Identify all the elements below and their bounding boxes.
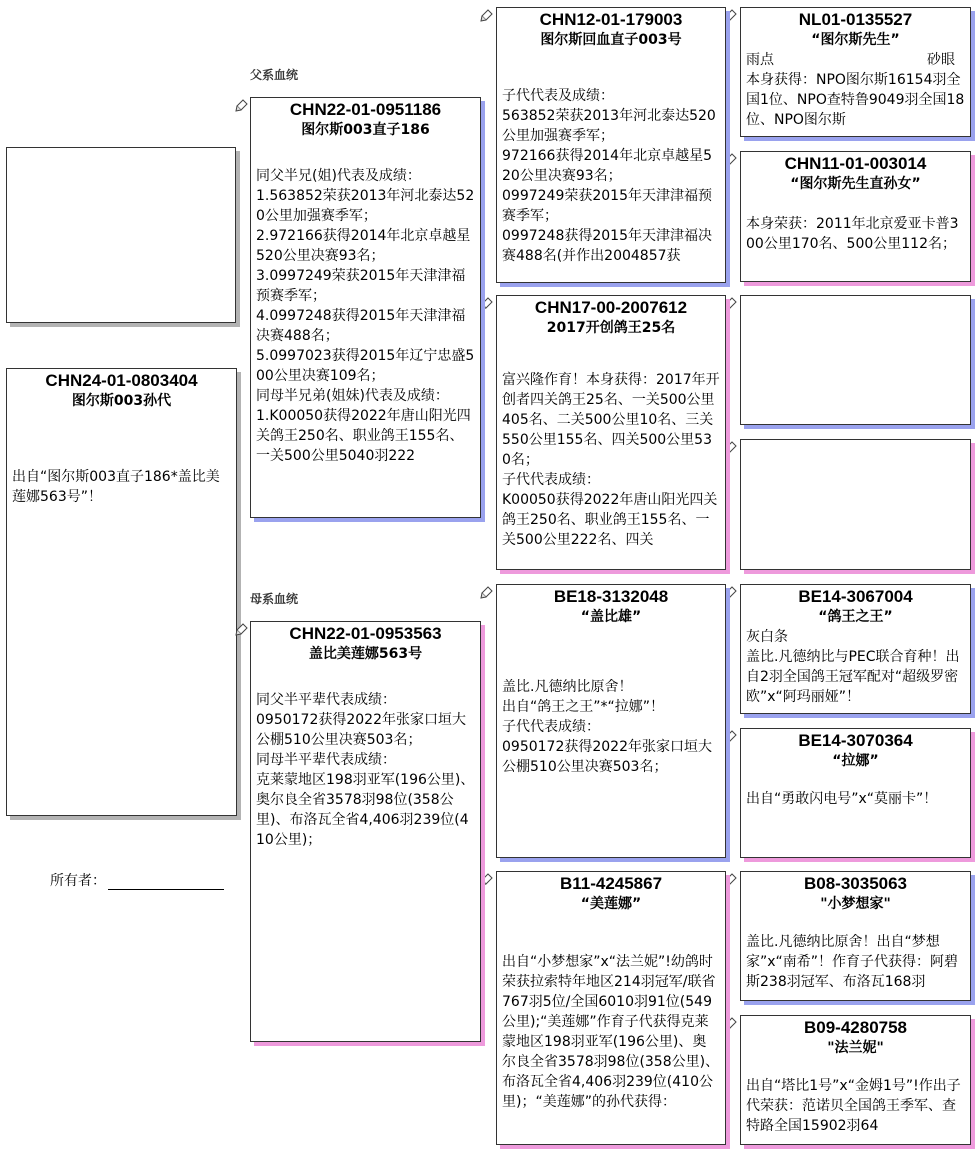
edit-pencil-icon[interactable] — [479, 584, 495, 600]
sss-eye: 砂眼 — [927, 52, 955, 68]
dss-ring: BE14-3067004 — [798, 587, 913, 606]
dsd-ring: BE14-3070364 — [798, 731, 913, 750]
edit-pencil-icon[interactable] — [479, 871, 495, 887]
mother-line-label: 母系血统 — [250, 592, 299, 606]
edit-pencil-icon[interactable] — [234, 97, 250, 113]
dam-sire-body: 盖比.凡德纳比原舍！ 出自“鸽王之王”*“拉娜”！ 子代代表成绩： 0950172获得2022年张家口垣大公棚510公里决赛503名； — [502, 679, 712, 775]
ssd-name: “图尔斯先生直孙女” — [790, 176, 921, 192]
sire-card[interactable] — [250, 97, 481, 518]
dds-ring: B08-3035063 — [803, 874, 908, 893]
dsd-card[interactable] — [740, 728, 971, 858]
dam-dam-body: 出自“小梦想家”x“法兰妮”!幼鸽时荣获拉索特年地区214羽冠军/联省767羽5位/全国6010羽91位(549公里);“美莲娜”作育子代获得克莱蒙地区198羽亚军(196公里)、奥尔良全省3578羽98位(358公里)、布洛瓦全省4,406羽239位(410公里)；“美莲娜”的孙代获得： — [502, 954, 720, 1110]
sire-sire-name: 图尔斯回血直子003号 — [540, 32, 682, 48]
sire-dam-name: 2017开创鸽王25名 — [546, 320, 676, 336]
ddd-body: 出自“塔比1号”x“金姆1号”!作出子代荣获：范诺贝全国鸽王季军、查特路全国15902羽64 — [746, 1078, 961, 1134]
subject-card[interactable] — [6, 368, 237, 816]
ddd-card[interactable] — [740, 1015, 971, 1145]
dss-card[interactable] — [740, 584, 971, 714]
sss-color: 雨点 — [746, 52, 774, 68]
ssd-body: 本身荣获：2011年北京爱亚卡普300公里170名、500公里112名； — [746, 216, 959, 252]
sdd-card[interactable] — [740, 439, 971, 570]
sire-name: 图尔斯003直子186 — [301, 122, 430, 138]
sire-dam-body: 富兴隆作育！本身获得：2017年开创者四关鸽王25名、一关500公里405名、二关500公里10名、三关550公里155名、四关500公里530名； 子代代表成绩： K00050获得2022年唐山阳光四关鸽王250名、职业鸽王155名、一关500公里222名、四关 — [502, 372, 720, 548]
sire-sire-ring: CHN12-01-179003 — [539, 10, 683, 29]
ssd-ring: CHN11-01-003014 — [784, 154, 927, 173]
sire-body: 同父半兄(姐)代表及成绩： 1.563852荣获2013年河北泰达520公里加强赛季军； 2.972166获得2014年北京卓越星520公里决赛93名； 3.0997249荣获2015年天津津福预赛季军； 4.0997248获得2015年天津津福决赛488名； 5.0997023获得2015年辽宁忠盛500公里决赛109名； 同母半兄弟(姐妹)代表及成绩： 1.K00050获得2022年唐山阳光四关鸽王250名、职业鸽王155名、一关500公里5040羽222 — [256, 168, 475, 464]
dsd-body: 出自“勇敢闪电号”x“莫丽卡”！ — [746, 791, 938, 807]
sire-sire-body: 子代代表及成绩： 563852荣获2013年河北泰达520公里加强赛季军； 972166获得2014年北京卓越星520公里决赛93名； 0997249荣获2015年天津津福预赛季军； 0997248获得2015年天津津福决赛488名(并作出2004857获 — [502, 88, 716, 264]
sss-traits — [741, 50, 970, 70]
owner-field — [50, 870, 224, 890]
ddd-name: "法兰妮" — [827, 1040, 884, 1056]
sss-name: “图尔斯先生” — [811, 32, 900, 48]
sire-sire-card[interactable] — [496, 7, 726, 283]
photo-frame — [6, 147, 236, 323]
dds-name: "小梦想家" — [820, 896, 891, 912]
dam-name: 盖比美莲娜563号 — [308, 646, 423, 662]
dam-sire-name: “盖比雄” — [580, 609, 642, 625]
sire-ring: CHN22-01-0951186 — [289, 100, 442, 119]
sire-dam-card[interactable] — [496, 295, 726, 570]
edit-pencil-icon[interactable] — [479, 295, 495, 311]
sds-card[interactable] — [740, 295, 971, 425]
dam-ring: CHN22-01-0953563 — [289, 624, 442, 643]
dsd-name: “拉娜” — [832, 753, 879, 769]
subject-body: 出自“图尔斯003直子186*盖比美莲娜563号”！ — [12, 469, 220, 505]
edit-pencil-icon[interactable] — [479, 7, 495, 23]
ssd-card[interactable] — [740, 151, 971, 282]
sss-card[interactable] — [740, 7, 971, 137]
father-line-label: 父系血统 — [250, 68, 299, 82]
dam-dam-name: “美莲娜” — [580, 896, 642, 912]
sire-dam-ring: CHN17-00-2007612 — [534, 298, 688, 317]
dam-sire-card[interactable] — [496, 584, 726, 858]
dds-card[interactable] — [740, 871, 971, 1001]
dss-body: 灰白条 盖比.凡德纳比与PEC联合育种！出自2羽全国鸽王冠军配对“超级罗密欧”x“阿玛丽娅”！ — [746, 629, 960, 705]
dds-body: 盖比.凡德纳比原舍！出自“梦想家”x“南希”！作育子代获得：阿碧斯238羽冠军、布洛瓦168羽 — [746, 934, 959, 990]
owner-signature-line[interactable] — [108, 873, 224, 890]
dam-dam-ring: B11-4245867 — [559, 874, 663, 893]
dam-sire-ring: BE18-3132048 — [553, 587, 669, 606]
sss-ring: NL01-0135527 — [798, 10, 913, 29]
dam-card[interactable] — [250, 621, 481, 1042]
subject-name: 图尔斯003孙代 — [71, 393, 172, 409]
ddd-ring: B09-4280758 — [803, 1018, 908, 1037]
dss-name: “鸽王之王” — [818, 609, 893, 625]
dam-dam-card[interactable] — [496, 871, 726, 1145]
subject-ring: CHN24-01-0803404 — [45, 371, 198, 390]
edit-pencil-icon[interactable] — [234, 621, 250, 637]
sss-body: 本身获得：NPO图尔斯16154羽全国1位、NPO查特鲁9049羽全国18位、NPO图尔斯 — [746, 72, 965, 128]
dam-body: 同父半平辈代表成绩： 0950172获得2022年张家口垣大公棚510公里决赛503名； 同母半平辈代表成绩： 克莱蒙地区198羽亚军(196公里)、奥尔良全省3578羽98位(358公里)、布洛瓦全省4,406羽239位(410公里)； — [256, 692, 475, 848]
owner-label: 所有者： — [50, 873, 106, 889]
